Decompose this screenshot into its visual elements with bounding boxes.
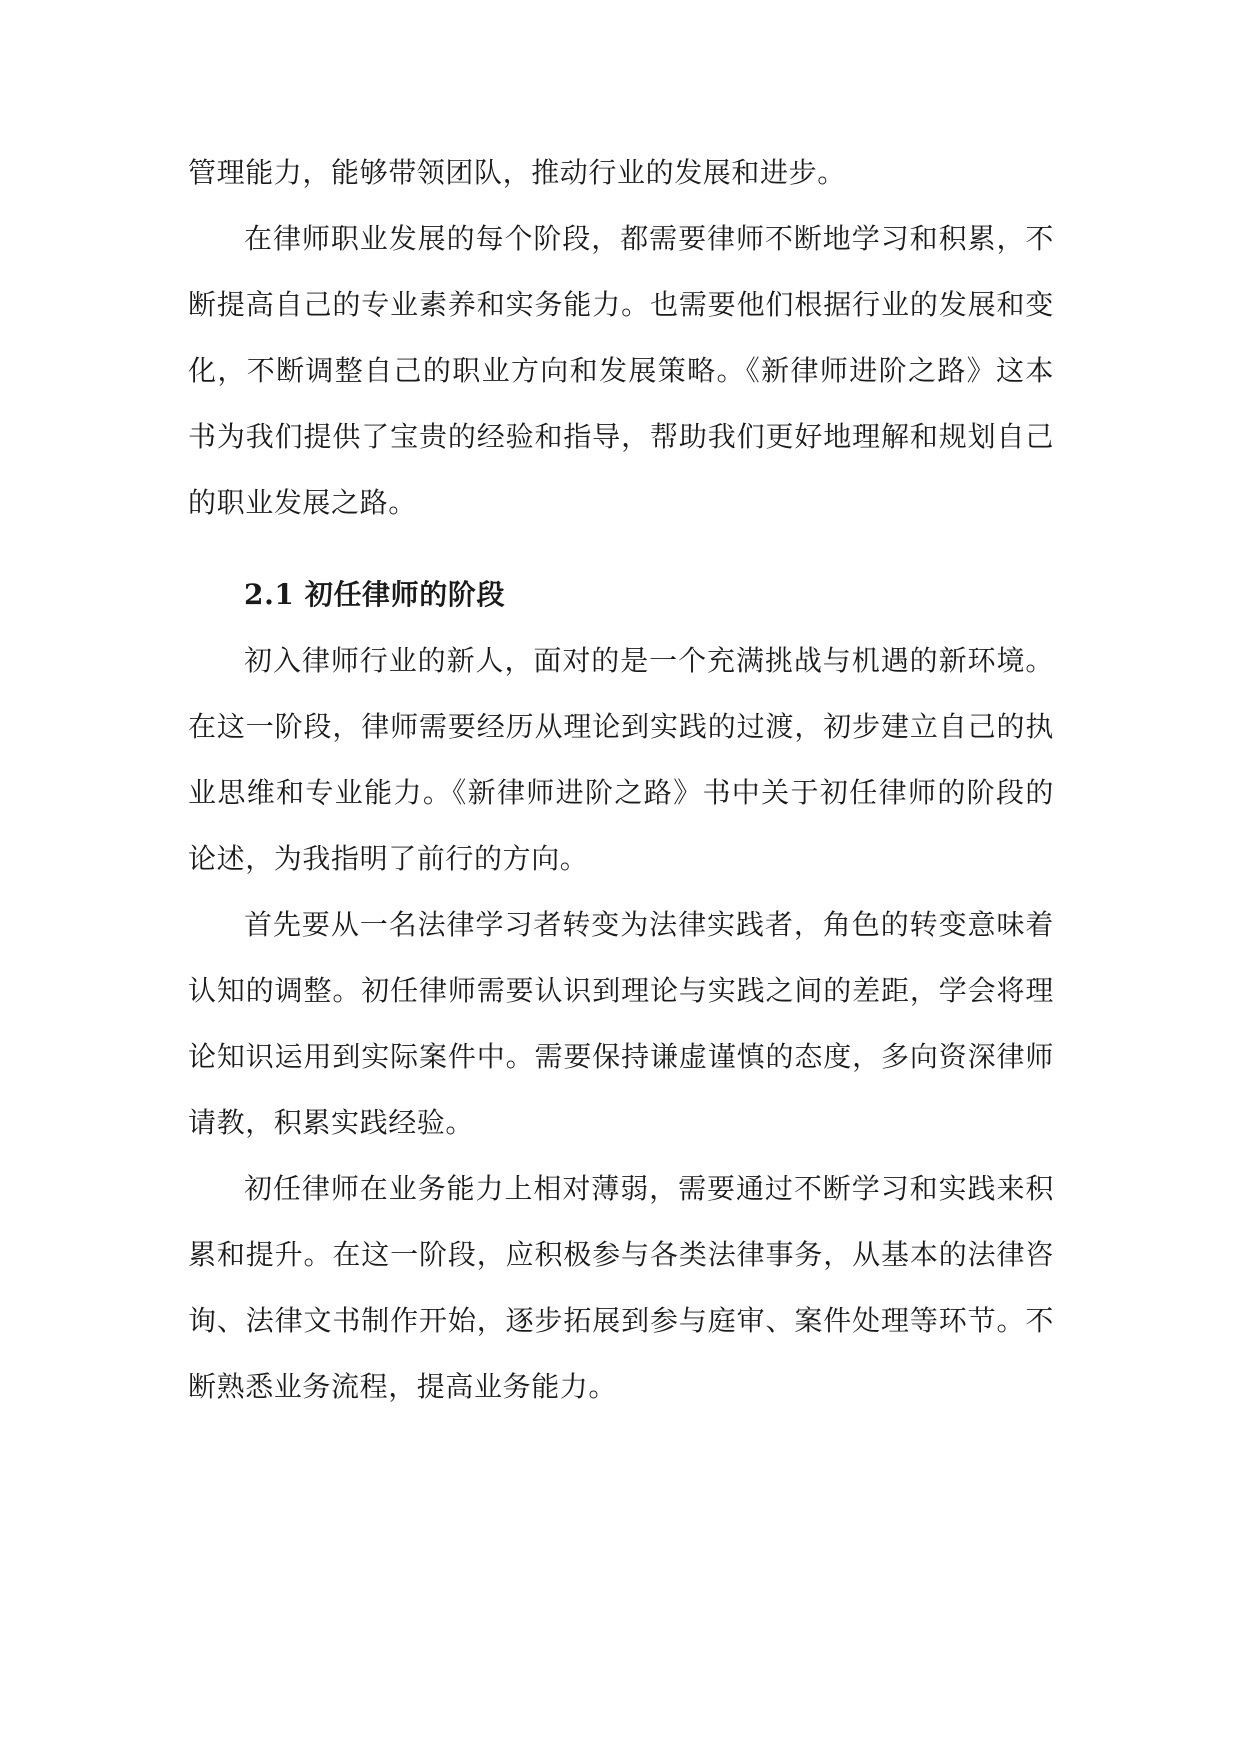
paragraph-skill-building: 初任律师在业务能力上相对薄弱，需要通过不断学习和实践来积累和提升。在这一阶段，应积极参与各类法律事务，从基本的法律咨询、法律文书制作开始，逐步拓展到参与庭审、案件处理等环节。不断熟悉业务流程，提高业务能力。 <box>188 1172 1054 1403</box>
paragraph-role-transition: 首先要从一名法律学习者转变为法律实践者，角色的转变意味着认知的调整。初任律师需要认识到理论与实践之间的差距，学会将理论知识运用到实际案件中。需要保持谦虚谨慎的态度，多向资深律师请教，积累实践经验。 <box>188 908 1054 1139</box>
paragraph-new-lawyer-intro: 初入律师行业的新人，面对的是一个充满挑战与机遇的新环境。在这一阶段，律师需要经历从理论到实践的过渡，初步建立自己的执业思维和专业能力。《新律师进阶之路》书中关于初任律师的阶段的论述，为我指明了前行的方向。 <box>188 644 1054 875</box>
paragraph-career-stages: 在律师职业发展的每个阶段，都需要律师不断地学习和积累，不断提高自己的专业素养和实务能力。也需要他们根据行业的发展和变化，不断调整自己的职业方向和发展策略。《新律师进阶之路》这本书为我们提供了宝贵的经验和指导，帮助我们更好地理解和规划自己的职业发展之路。 <box>188 222 1054 519</box>
document-body <box>188 140 1054 1420</box>
section-heading: 2.1 初任律师的阶段 <box>244 578 506 611</box>
section-spacer <box>188 536 1054 562</box>
paragraph-continued: 管理能力，能够带领团队，推动行业的发展和进步。 <box>188 156 846 189</box>
